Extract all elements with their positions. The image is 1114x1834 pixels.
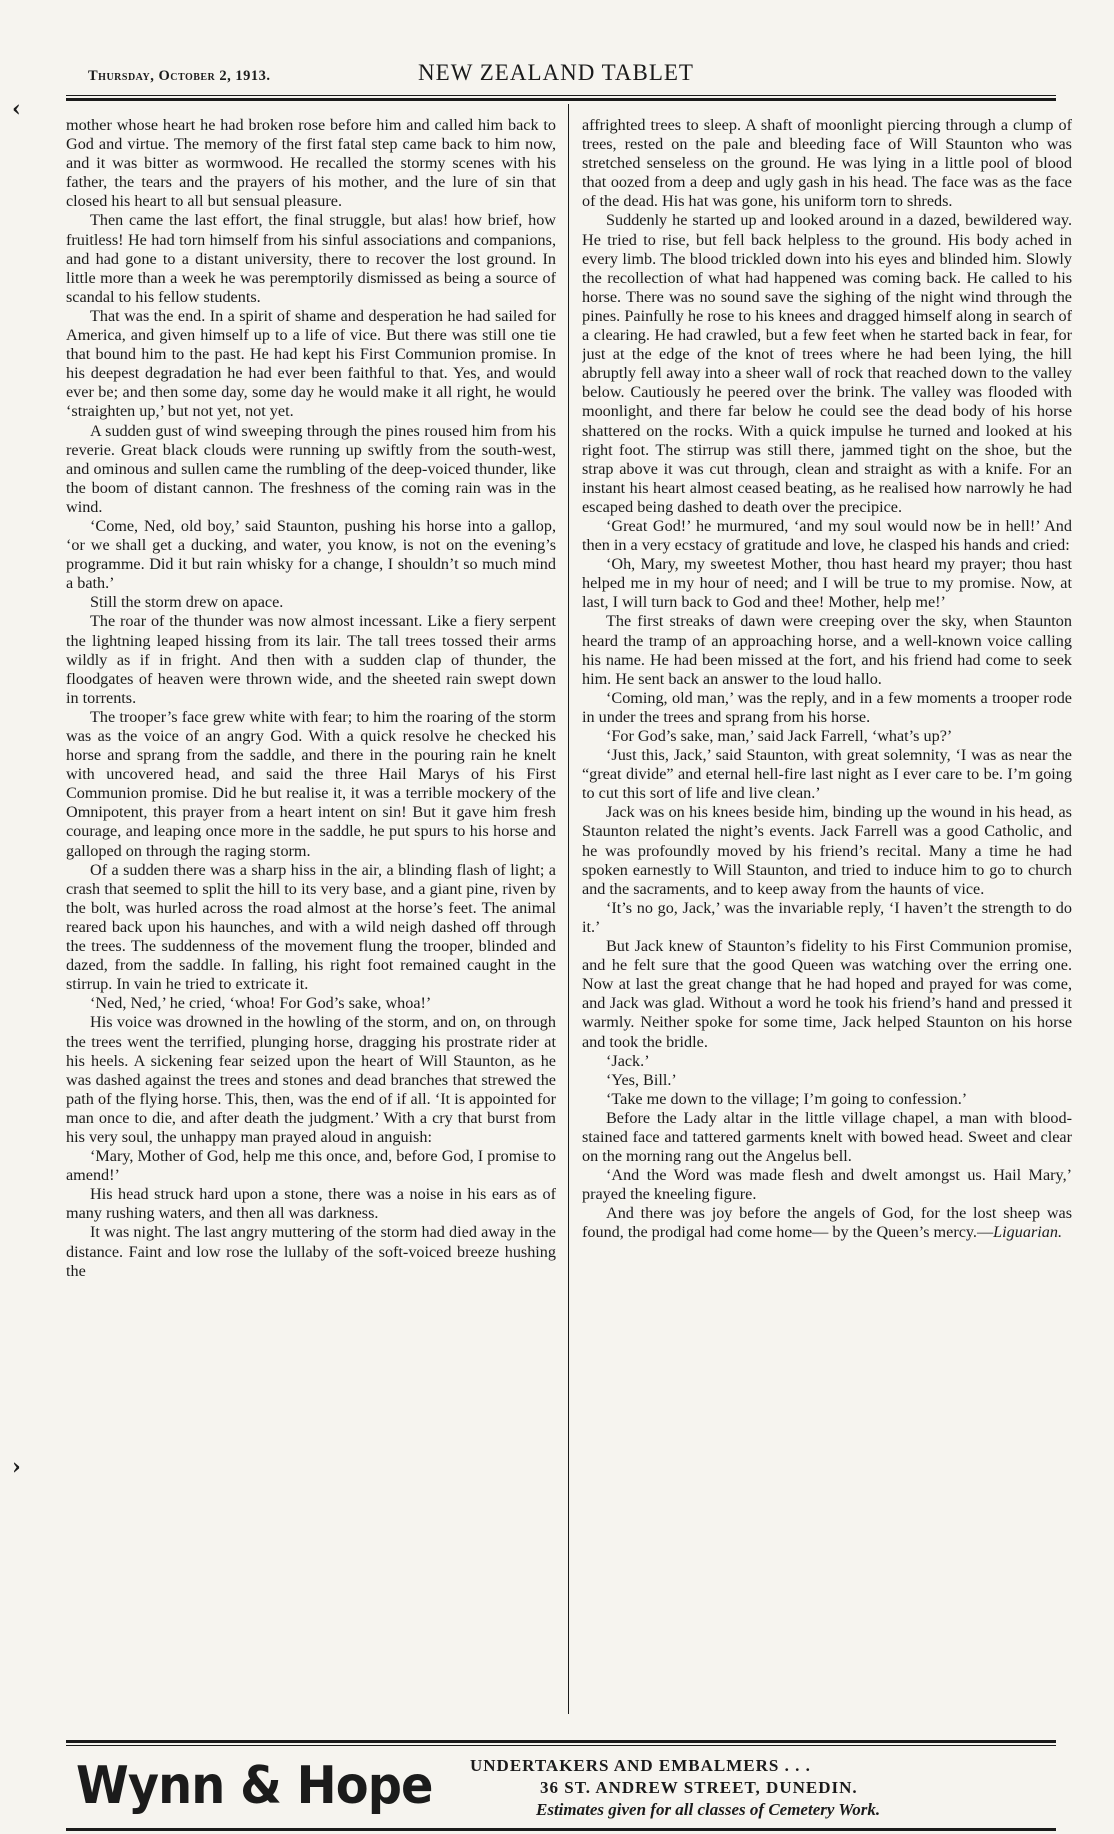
issue-date: Thursday, October 2, 1913.: [88, 68, 271, 84]
paragraph-text: ‘And the Word was made flesh and dwelt amongst us. Hail Mary,’ prayed the kneeling figure.: [582, 1166, 1072, 1204]
footer-rule-thin: [66, 1745, 1056, 1746]
header-rule-thin: [66, 95, 1056, 96]
paragraph: [66, 861, 556, 995]
paragraph: [582, 727, 1072, 746]
paragraph: [582, 689, 1072, 727]
paragraph: [66, 307, 556, 422]
paragraph-text: And there was joy before the angels of God, for the lost sheep was found, the prodigal had come home— by the Queen’s mercy.—: [582, 1204, 1072, 1242]
paragraph-text: ‘Yes, Bill.’: [606, 1070, 677, 1089]
paragraph: [582, 517, 1072, 555]
paragraph-text: ‘Coming, old man,’ was the reply, and in a few moments a trooper rode in under the trees and sprang from his horse.: [582, 688, 1072, 726]
header-rule-thick: [66, 98, 1056, 101]
ad-line-services: UNDERTAKERS AND EMBALMERS . . .: [470, 1756, 811, 1775]
paragraph-text: The trooper’s face grew white with fear; to him the roaring of the storm was as the voice of an angry God. With a quick resolve he checked his horse and sprang from the saddle, and there in the pouring rain he knelt with uncovered head, and said the three Hail Marys of his First Communion promise. Did he but realise it, it was a terrible mockery of the Omnipotent, this prayer from a heart intent on sin! But it gave him fresh courage, and leaping once more in the saddle, he put spurs to his horse and galloped on through the raging storm.: [66, 707, 556, 860]
ad-line-estimates: Estimates given for all classes of Cemetery Work.: [536, 1800, 881, 1819]
paragraph: [582, 612, 1072, 688]
paragraph: [66, 517, 556, 593]
paragraph-text: ‘Just this, Jack,’ said Staunton, with great solemnity, ‘I was as near the “great divide” and eternal hell-fire last night as I ever care to be. I’m going to cut this sort of life and live clean.’: [582, 746, 1072, 803]
paragraph-text: ‘For God’s sake, man,’ said Jack Farrell, ‘what’s up?’: [606, 727, 953, 745]
right-column: [582, 116, 1072, 1716]
paragraph-text: It was night. The last angry muttering of the storm had died away in the distance. Faint and low rose the lullaby of the soft-voiced breeze hushing the: [66, 1223, 556, 1280]
paragraph: [582, 1109, 1072, 1166]
paragraph: [582, 746, 1072, 803]
paragraph: [582, 1204, 1072, 1242]
author-signature: Liguarian.: [993, 1223, 1062, 1242]
paragraph-text: ‘Take me down to the village; I’m going to confession.’: [606, 1089, 968, 1108]
paragraph-text: Jack was on his knees beside him, binding up the wound in his head, as Staunton related the night’s events. Jack Farrell was a good Catholic, and he was profoundly moved by his friend’s recital. Many a time he had spoken earnestly to Will Staunton, and tried to induce him to go to church and the sacraments, and to keep away from the haunts of vice.: [582, 803, 1072, 898]
paragraph-text: ‘Come, Ned, old boy,’ said Staunton, pushing his horse into a gallop, ‘or we shall get a ducking, and water, you know, is not on the evening’s programme. Did it but rain whisky for a change, I shouldn’t so much mind a bath.’: [66, 516, 556, 593]
paragraph-text: ‘Jack.’: [606, 1051, 650, 1070]
column-separator: [568, 104, 569, 1714]
paragraph: [582, 899, 1072, 937]
left-column: [66, 116, 556, 1716]
paragraph-text: But Jack knew of Staunton’s fidelity to his First Communion promise, and he felt sure that the good Queen was watching over the erring one. Now at last the great change that he had hoped and prayed for was come, and Jack was glad. Without a word he took his friend’s hand and pressed it warmly. Neither spoke for some time, Jack helped Staunton on his horse and took the bridle.: [582, 937, 1072, 1051]
paragraph: [66, 708, 556, 861]
paragraph: [66, 1013, 556, 1147]
paragraph: [66, 422, 556, 517]
margin-mark-top: ‹: [12, 96, 21, 122]
paragraph: [66, 612, 556, 707]
margin-mark-bottom: ›: [12, 1454, 21, 1480]
paragraph-text: Before the Lady altar in the little village chapel, a man with blood-stained face and tattered garments knelt with bowed head. Sweet and clear on the morning rang out the Angelus bell.: [582, 1108, 1072, 1166]
bottom-rule: [66, 1828, 1056, 1831]
paragraph: [582, 555, 1072, 612]
paragraph-text: Then came the last effort, the final struggle, but alas! how brief, how fruitless! He had torn himself from his sinful associations and companions, and had gone to a distant university, there to recover the lost ground. In little more than a week he was peremptorily dismissed as being a source of scandal to his fellow students.: [66, 211, 556, 306]
paragraph-text: Of a sudden there was a sharp hiss in the air, a blinding flash of light; a crash that seemed to split the hill to its very base, and a giant pine, riven by the bolt, was hurled across the road almost at the horse’s feet. The animal reared back upon his haunches, and with a wild neigh dashed off through the trees. The suddenness of the movement flung the trooper, blinded and dazed, from the saddle. In falling, his right foot remained caught in the stirrup. In vain he tried to extricate it.: [66, 860, 556, 994]
paragraph-text: ‘Great God!’ he murmured, ‘and my soul would now be in hell!’ And then in a very ecstacy of gratitude and love, he clasped his hands and cried:: [582, 516, 1072, 555]
footer-rule-thick: [66, 1740, 1056, 1743]
paragraph: [582, 211, 1072, 517]
paragraph: [66, 593, 556, 612]
paragraph: [66, 211, 556, 306]
paragraph-text: ‘It’s no go, Jack,’ was the invariable reply, ‘I haven’t the strength to do it.’: [582, 898, 1072, 936]
advertisement: [66, 1752, 1056, 1824]
paragraph-text: Still the storm drew on apace.: [90, 593, 284, 612]
paragraph: [66, 116, 556, 211]
masthead-title: NEW ZEALAND TABLET: [418, 60, 694, 85]
paragraph: [582, 937, 1072, 1052]
paragraph: [582, 116, 1072, 211]
paragraph: [582, 803, 1072, 898]
paragraph: [66, 1223, 556, 1280]
paragraph: [582, 1071, 1072, 1090]
ad-line-address: 36 ST. ANDREW STREET, DUNEDIN.: [540, 1778, 858, 1797]
paragraph: [66, 994, 556, 1013]
paragraph-text: mother whose heart he had broken rose before him and called him back to God and virtue. The memory of the first fatal step came back to him now, and it was bitter as wormwood. He recalled the stormy scenes with his father, the tears and the prayers of his mother, and the lure of sin that closed his heart to all but sensual pleasure.: [66, 116, 556, 211]
paragraph-text: His head struck hard upon a stone, there was a noise in his ears as of many rushing waters, and then all was darkness.: [66, 1185, 556, 1223]
paragraph-text: ‘Oh, Mary, my sweetest Mother, thou hast heard my prayer; thou hast helped me in my hour of need; and I will be true to my promise. Now, at last, I will turn back to God and thee! Mother, help me!’: [582, 555, 1072, 612]
paragraph-text: The roar of the thunder was now almost incessant. Like a fiery serpent the lightning leaped hissing from its lair. The tall trees tossed their arms wildly as if in fright. And then with a sudden clap of thunder, the floodgates of heaven were thrown wide, and the sheeted rain swept down in torrents.: [66, 612, 556, 707]
paragraph: [582, 1090, 1072, 1109]
page-header: [66, 58, 1046, 92]
paragraph: [582, 1166, 1072, 1204]
paragraph-text: ‘Mary, Mother of God, help me this once, and, before God, I promise to amend!’: [66, 1147, 556, 1185]
paragraph-text: A sudden gust of wind sweeping through the pines roused him from his reverie. Great black clouds were running up swiftly from the south-west, and ominous and sullen came the rumbling of the deep-voiced thunder, like the boom of distant cannon. The freshness of the coming rain was in the wind.: [66, 421, 556, 516]
ad-brand: Wynn & Hope: [76, 1756, 433, 1816]
paragraph-text: affrighted trees to sleep. A shaft of moonlight piercing through a clump of trees, rested on the pale and bleeding face of Will Staunton who was stretched senseless on the ground. He was lying in a little pool of blood that oozed from a deep and ugly gash in his head. The face was as the face of the dead. His hat was gone, his uniform torn to shreds.: [582, 116, 1072, 211]
paragraph-text: That was the end. In a spirit of shame and desperation he had sailed for America, and given himself up to a life of vice. But there was still one tie that bound him to the past. He had kept his First Communion promise. In his deepest degradation he had ever been faithful to that. Yes, and would ever be; and then some day, some day he would make it all right, he would ‘straighten up,’ but not yet, not yet.: [66, 306, 556, 421]
paragraph: [66, 1147, 556, 1185]
paragraph-text: The first streaks of dawn were creeping over the sky, when Staunton heard the tramp of an approaching horse, and a well-known voice calling his name. He had been missed at the fort, and his friend had come to seek him. He sent back an answer to the loud hallo.: [582, 612, 1072, 688]
paragraph-text: ‘Ned, Ned,’ he cried, ‘whoa! For God’s sake, whoa!’: [90, 994, 432, 1013]
paragraph: [582, 1052, 1072, 1071]
paragraph-text: His voice was drowned in the howling of the storm, and on, on through the trees went the terrified, plunging horse, dragging his prostrate rider at his heels. A sickening fear seized upon the heart of Will Staunton, as he was dashed against the trees and stones and dead branches that strewed the path of the flying horse. This, then, was the end of if all. ‘It is appointed for man once to die, and after death the judgment.’ With a cry that burst from his very soul, the unhappy man prayed aloud in anguish:: [66, 1013, 556, 1146]
paragraph-text: Suddenly he started up and looked around in a dazed, bewildered way. He tried to rise, but fell back helpless to the ground. His body ached in every limb. The blood trickled down into his eyes and blinded him. Slowly the recollection of what had happened was coming back. He called to his horse. There was no sound save the sighing of the night wind through the pines. Painfully he rose to his knees and dragged himself along in search of a clearing. He had crawled, but a few feet when he started back in fear, for just at the edge of the knot of trees where he had been lying, the hill abruptly fell away into a sheer wall of rock that reached down to the valley below. Cautiously he peered over the brink. The valley was flooded with moonlight, and there far below he could see the dead body of his horse shattered on the rocks. With a quick impulse he turned and looked at his right foot. The stirrup was still there, jammed tight on the shoe, but the strap above it was cut through, clean and straight as with a knife. For an instant his heart almost ceased beating, as he realised how narrowly he had escaped being dashed to death over the precipice.: [582, 211, 1072, 516]
paragraph: [66, 1185, 556, 1223]
